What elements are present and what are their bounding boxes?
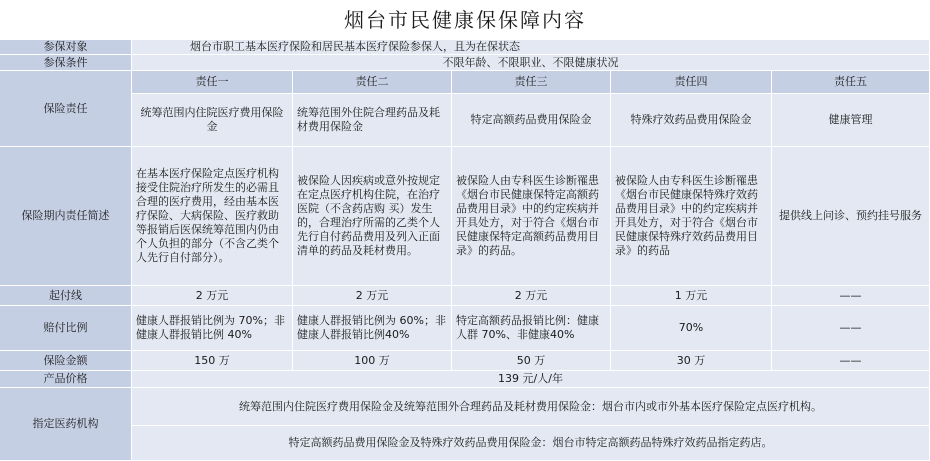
price-value: 139 元/人/年	[132, 371, 930, 388]
ratio-1: 健康人群报销比例为 70%；非健康人群报销比例 40%	[132, 306, 293, 351]
deductible-1: 2 万元	[132, 286, 293, 306]
responsibility-header-4: 责任四	[611, 71, 772, 94]
description-5: 提供线上问诊、预约挂号服务	[772, 147, 930, 286]
ratio-label: 赔付比例	[0, 306, 132, 351]
amount-1: 150 万	[132, 351, 293, 371]
participants-value: 烟台市职工基本医疗保险和居民基本医疗保险参保人，且为在保状态	[132, 40, 930, 55]
institutions-line-2: 特定高额药品费用保险金及特殊疗效药品费用保险金：烟台市特定高额药品特殊疗效药品指定药店。	[132, 426, 930, 461]
ratio-4: 70%	[611, 306, 772, 351]
deductible-4: 1 万元	[611, 286, 772, 306]
conditions-value: 不限年龄、不限职业、不限健康状况	[132, 55, 930, 71]
deductible-3: 2 万元	[452, 286, 611, 306]
responsibility-header-1: 责任一	[132, 71, 293, 94]
description-3: 被保险人由专科医生诊断罹患《烟台市民健康保特定高额药品费用目录》中的约定疾病并开具处方，对于符合《烟台市民健康保特定高额药品费用目录》的药品。	[452, 147, 611, 286]
amount-5: ——	[772, 351, 930, 371]
description-2: 被保险人因疾病或意外按规定在定点医疗机构住院，在治疗医院（不含药店购 买）发生的，合理治疗所需的乙类个人先行自付药品费用及列入正面清单的药品及耗材费用。	[293, 147, 452, 286]
responsibility-header-2: 责任二	[293, 71, 452, 94]
responsibility-name-1: 统筹范围内住院医疗费用保险金	[132, 94, 293, 147]
deductible-label: 起付线	[0, 286, 132, 306]
ratio-2: 健康人群报销比例为 60%；非健康人群报销比例40%	[293, 306, 452, 351]
responsibility-name-3: 特定高额药品费用保险金	[452, 94, 611, 147]
page-title: 烟台市民健康保保障内容	[0, 0, 930, 40]
price-label: 产品价格	[0, 371, 132, 388]
responsibility-label: 保险责任	[0, 71, 132, 147]
responsibility-name-2: 统筹范围外住院合理药品及耗材费用保险金	[293, 94, 452, 147]
amount-2: 100 万	[293, 351, 452, 371]
ratio-3: 特定高额药品报销比例：健康人群 70%、非健康40%	[452, 306, 611, 351]
conditions-label: 参保条件	[0, 55, 132, 71]
amount-4: 30 万	[611, 351, 772, 371]
description-4: 被保险人由专科医生诊断罹患《烟台市民健康保特殊疗效药品费用目录》中的约定疾病并开具处方，对于符合《烟台市民健康保特殊疗效药品费用目录》的药品	[611, 147, 772, 286]
deductible-2: 2 万元	[293, 286, 452, 306]
description-1: 在基本医疗保险定点医疗机构接受住院治疗所发生的必需且合理的医疗费用，经由基本医疗保险、大病保险、医疗救助等报销后医保统筹范围内仍由个人负担的部分（不含乙类个人先行自付部分）。	[132, 147, 293, 286]
responsibility-name-5: 健康管理	[772, 94, 930, 147]
ratio-5: ——	[772, 306, 930, 351]
amount-label: 保险金额	[0, 351, 132, 371]
responsibility-header-5: 责任五	[772, 71, 930, 94]
amount-3: 50 万	[452, 351, 611, 371]
description-label: 保险期内责任简述	[0, 147, 132, 286]
deductible-5: ——	[772, 286, 930, 306]
responsibility-name-4: 特殊疗效药品费用保险金	[611, 94, 772, 147]
responsibility-header-3: 责任三	[452, 71, 611, 94]
institutions-line-1: 统筹范围内住院医疗费用保险金及统筹范围外合理药品及耗材费用保险金：烟台市内或市外基本医疗保险定点医疗机构。	[132, 388, 930, 426]
participants-label: 参保对象	[0, 40, 132, 55]
institutions-label: 指定医药机构	[0, 388, 132, 461]
